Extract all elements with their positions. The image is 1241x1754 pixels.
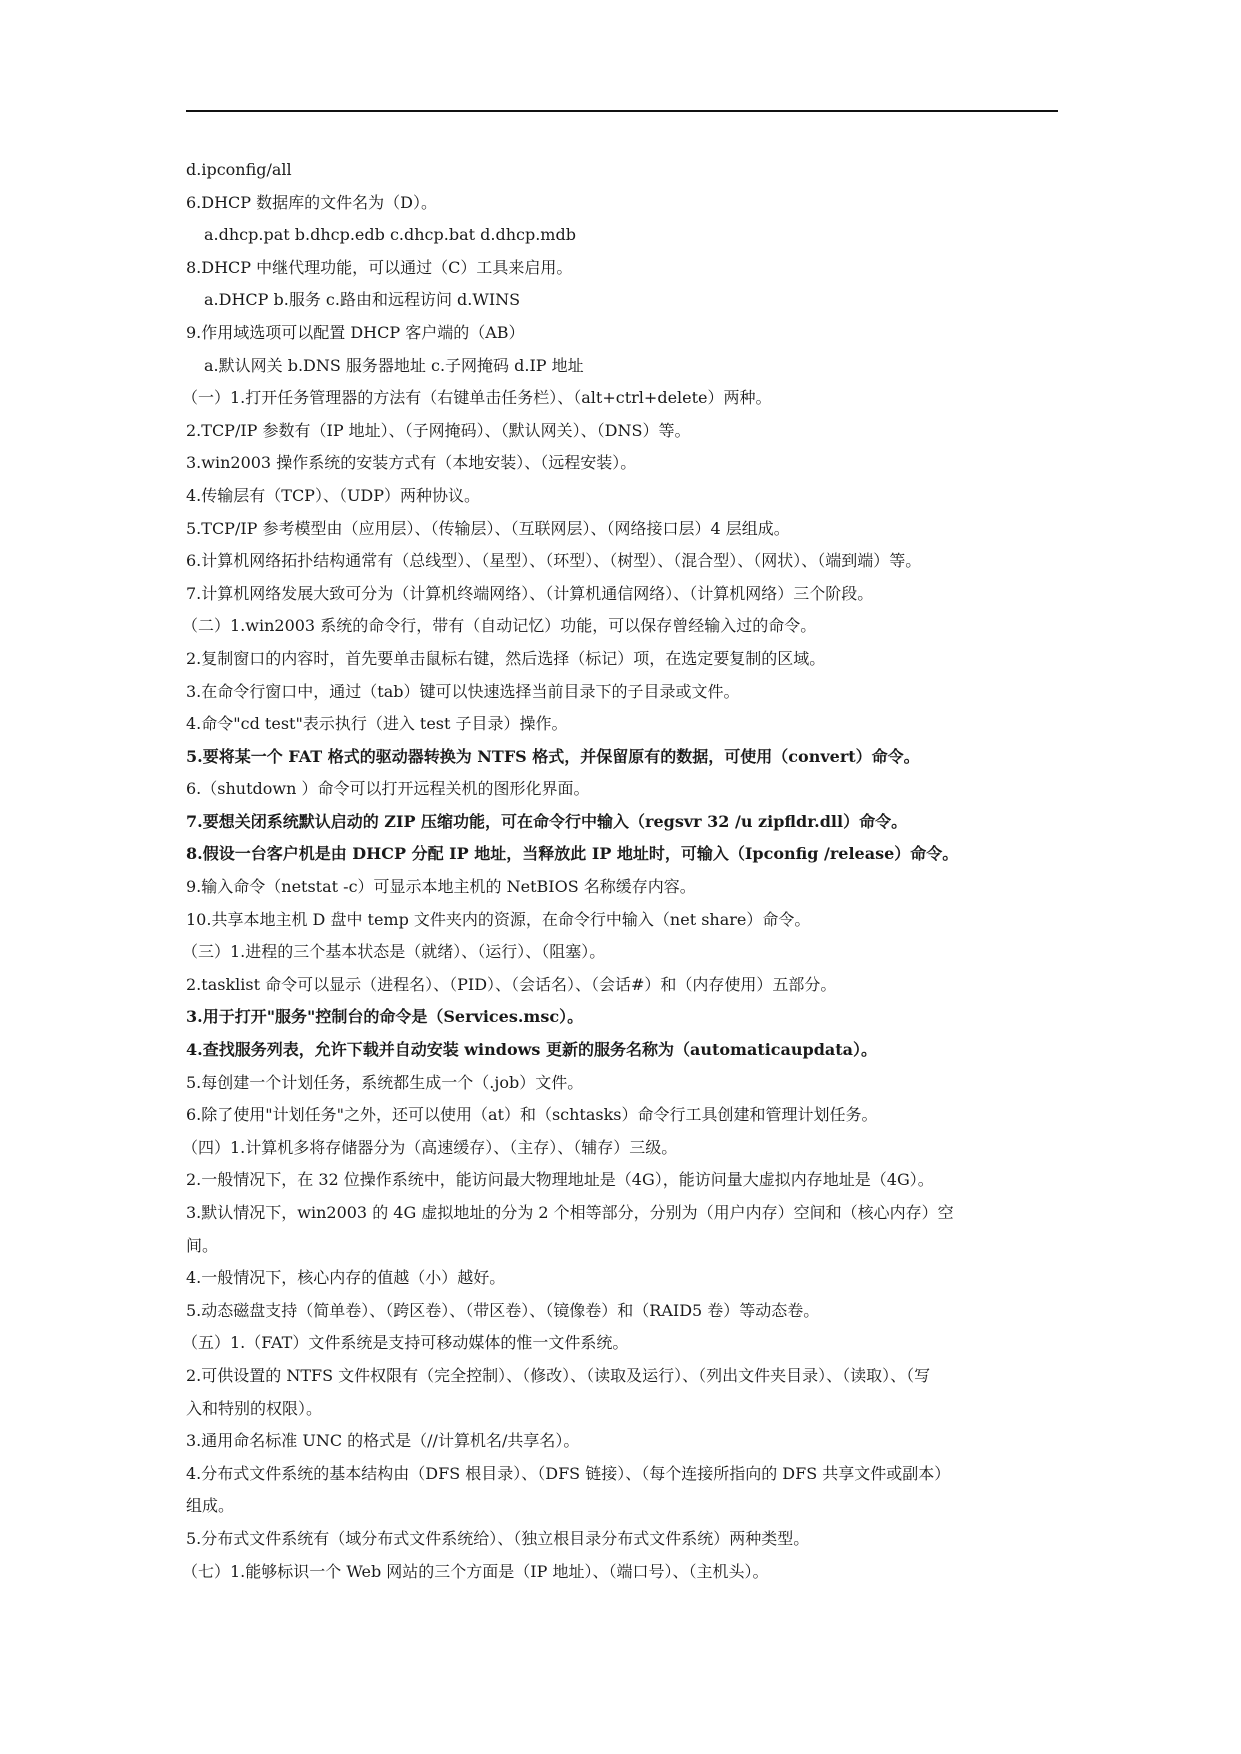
- text-line: （三）1.进程的三个基本状态是（就绪）、（运行）、（阻塞）。: [182, 942, 606, 962]
- text-line: a.DHCP b.服务 c.路由和远程访问 d.WINS: [204, 290, 521, 310]
- text-line: 2.tasklist 命令可以显示（进程名）、（PID）、（会话名）、（会话#）和（内存使用）五部分。: [186, 974, 837, 994]
- text-line: 9.输入命令（netstat -c）可显示本地主机的 NetBIOS 名称缓存内容。: [186, 877, 696, 897]
- text-line: a.dhcp.pat b.dhcp.edb c.dhcp.bat d.dhcp.mdb: [204, 225, 576, 245]
- text-line: 4.命令"cd test"表示执行（进入 test 子目录）操作。: [186, 714, 568, 734]
- text-line: 8.DHCP 中继代理功能，可以通过（C）工具来启用。: [186, 257, 573, 277]
- text-line: 5.动态磁盘支持（简单卷）、（跨区卷）、（带区卷）、（镜像卷）和（RAID5 卷）等动态卷。: [186, 1300, 820, 1320]
- text-line: 4.传输层有（TCP）、（UDP）两种协议。: [186, 485, 481, 505]
- text-line: 间。: [186, 1235, 219, 1255]
- text-line: 3.通用命名标准 UNC 的格式是（//计算机名/共享名）。: [186, 1431, 580, 1451]
- text-line: 3.在命令行窗口中，通过（tab）键可以快速选择当前目录下的子目录或文件。: [186, 681, 740, 701]
- text-line: 2.复制窗口的内容时，首先要单击鼠标右键，然后选择（标记）项，在选定要复制的区域。: [186, 648, 826, 668]
- text-line: （二）1.win2003 系统的命令行，带有（自动记忆）功能，可以保存曾经输入过的命令。: [182, 616, 817, 636]
- text-line: 2.TCP/IP 参数有（IP 地址）、（子网掩码）、（默认网关）、（DNS）等。: [186, 420, 691, 440]
- text-line: （五）1.（FAT）文件系统是支持可移动媒体的惟一文件系统。: [182, 1333, 629, 1353]
- header-rule: [186, 110, 1058, 112]
- document-body: [182, 154, 1058, 1588]
- text-line: 6.（shutdown ）命令可以打开远程关机的图形化界面。: [186, 779, 590, 799]
- text-line: 组成。: [186, 1496, 235, 1516]
- text-line: 2.可供设置的 NTFS 文件权限有（完全控制）、（修改）、（读取及运行）、（列出文件夹目录）、（读取）、（写: [186, 1365, 931, 1385]
- text-line: 7.计算机网络发展大致可分为（计算机终端网络）、（计算机通信网络）、（计算机网络）三个阶段。: [186, 583, 874, 603]
- text-line: 入和特别的权限）。: [186, 1398, 323, 1418]
- text-line: 4.分布式文件系统的基本结构由（DFS 根目录）、（DFS 链接）、（每个连接所指向的 DFS 共享文件或副本）: [186, 1463, 951, 1483]
- text-line: 6.计算机网络拓扑结构通常有（总线型）、（星型）、（环型）、（树型）、（混合型）、（网状）、（端到端）等。: [186, 551, 922, 571]
- text-line: a.默认网关 b.DNS 服务器地址 c.子网掩码 d.IP 地址: [204, 355, 584, 375]
- text-line: d.ipconfig/all: [186, 160, 292, 179]
- text-line: 4.查找服务列表，允许下载并自动安装 windows 更新的服务名称为（automaticaupdata）。: [186, 1040, 878, 1060]
- text-line: 3.默认情况下，win2003 的 4G 虚拟地址的分为 2 个相等部分，分别为（用户内存）空间和（核心内存）空: [186, 1203, 954, 1222]
- text-line: 6.除了使用"计划任务"之外，还可以使用（at）和（schtasks）命令行工具创建和管理计划任务。: [186, 1105, 878, 1125]
- text-line: 9.作用域选项可以配置 DHCP 客户端的（AB）: [186, 322, 525, 342]
- text-line: 7.要想关闭系统默认启动的 ZIP 压缩功能，可在命令行中输入（regsvr 32 /u zipfldr.dll）命令。: [186, 811, 908, 831]
- text-line: （七）1.能够标识一个 Web 网站的三个方面是（IP 地址）、（端口号）、（主机头）。: [182, 1561, 769, 1581]
- text-line: 6.DHCP 数据库的文件名为（D）。: [186, 192, 437, 212]
- text-line: 10.共享本地主机 D 盘中 temp 文件夹内的资源，在命令行中输入（net share）命令。: [186, 909, 811, 929]
- text-line: 2.一般情况下，在 32 位操作系统中，能访问最大物理地址是（4G），能访问量大虚拟内存地址是（4G）。: [186, 1170, 934, 1190]
- text-line: （一）1.打开任务管理器的方法有（右键单击任务栏）、（alt+ctrl+delete）两种。: [182, 388, 772, 408]
- text-line: 4.一般情况下，核心内存的值越（小）越好。: [186, 1268, 506, 1288]
- text-line: 5.要将某一个 FAT 格式的驱动器转换为 NTFS 格式，并保留原有的数据，可使用（convert）命令。: [186, 746, 920, 766]
- text-line: 5.分布式文件系统有（域分布式文件系统给）、（独立根目录分布式文件系统）两种类型。: [186, 1528, 810, 1548]
- text-line: 3.用于打开"服务"控制台的命令是（Services.msc）。: [186, 1007, 584, 1027]
- text-line: 5.TCP/IP 参考模型由（应用层）、（传输层）、（互联网层）、（网络接口层）4 层组成。: [186, 518, 790, 538]
- text-line: 3.win2003 操作系统的安装方式有（本地安装）、（远程安装）。: [186, 453, 637, 473]
- text-line: 5.每创建一个计划任务，系统都生成一个（.job）文件。: [186, 1072, 584, 1092]
- text-line: （四）1.计算机多将存储器分为（高速缓存）、（主存）、（辅存）三级。: [182, 1137, 678, 1157]
- text-line: 8.假设一台客户机是由 DHCP 分配 IP 地址，当释放此 IP 地址时，可输入（Ipconfig /release）命令。: [186, 844, 959, 864]
